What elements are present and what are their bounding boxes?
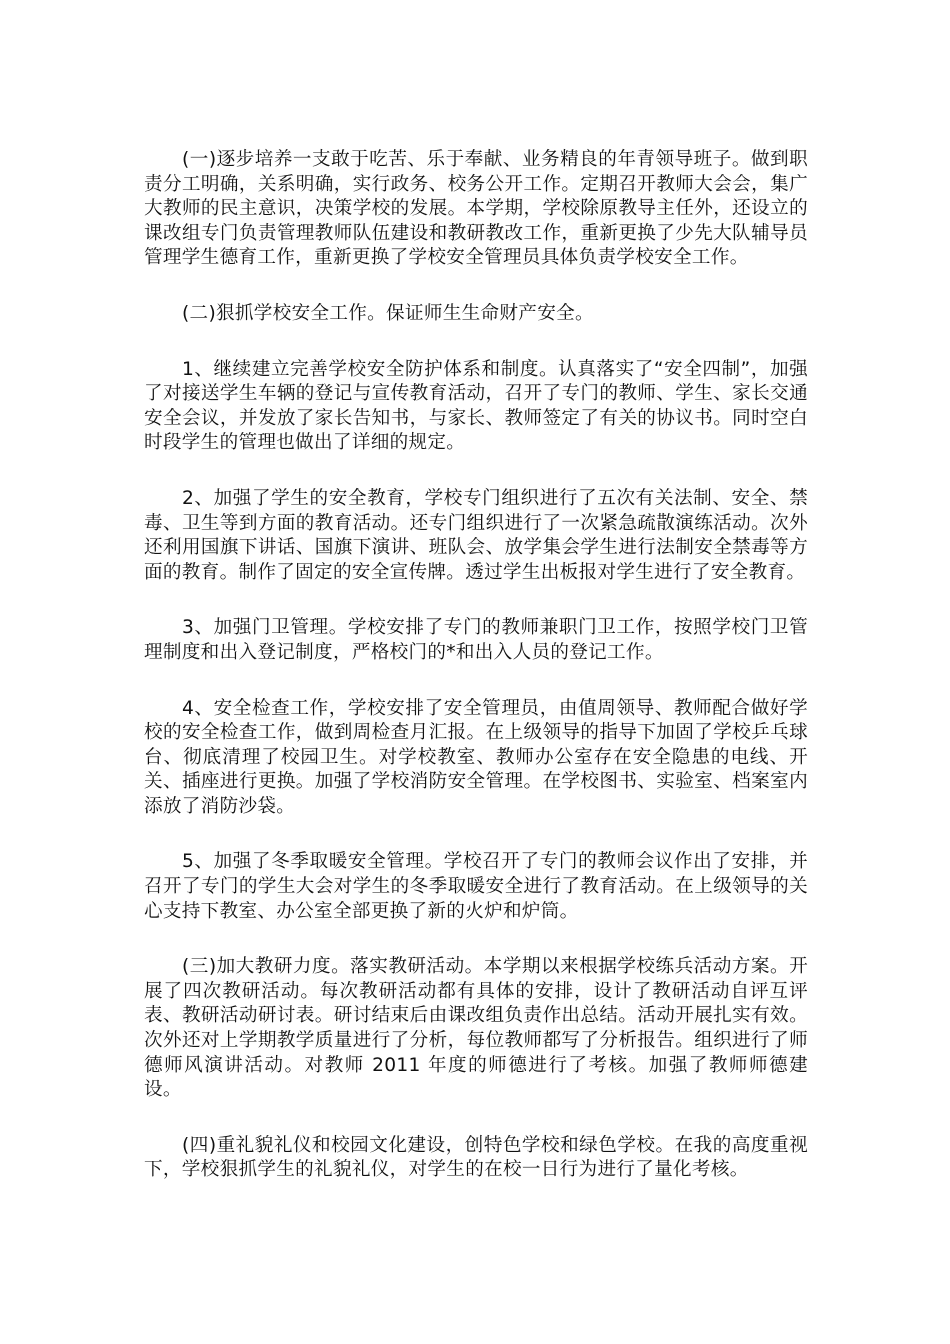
paragraph-safety-education: 2、加强了学生的安全教育，学校专门组织进行了五次有关法制、安全、禁毒、卫生等到方面的教育活动。还专门组织进行了一次紧急疏散演练活动。次外还利用国旗下讲话、国旗下演讲、班队会、放学集会学生进行法制安全禁毒等方面的教育。制作了固定的安全宣传牌。透过学生出板报对学生进行了安全教育。: [144, 487, 808, 583]
paragraph-safety-heading: (二)狠抓学校安全工作。保证师生生命财产安全。: [182, 302, 594, 324]
paragraph-winter-heating: 5、加强了冬季取暖安全管理。学校召开了专门的教师会议作出了安排，并召开了专门的学生大会对学生的冬季取暖安全进行了教育活动。在上级领导的关心支持下教室、办公室全部更换了新的火炉和炉筒。: [144, 851, 808, 922]
paragraph-safety-system: 1、继续建立完善学校安全防护体系和制度。认真落实了“安全四制”，加强了对接送学生车辆的登记与宣传教育活动，召开了专门的教师、学生、家长交通安全会议，并发放了家长告知书，与家长、教师签定了有关的协议书。同时空白时段学生的管理也做出了详细的规定。: [144, 358, 808, 454]
document-page: [144, 148, 808, 1214]
paragraph-safety-inspection: 4、安全检查工作，学校安排了安全管理员，由值周领导、教师配合做好学校的安全检查工作，做到周检查月汇报。在上级领导的指导下加固了学校乒乓球台、彻底清理了校园卫生。对学校教室、教师办公室存在安全隐患的电线、开关、插座进行更换。加强了学校消防安全管理。在学校图书、实验室、档案室内添放了消防沙袋。: [144, 697, 808, 817]
paragraph-etiquette-culture: (四)重礼貌礼仪和校园文化建设，创特色学校和绿色学校。在我的高度重视下，学校狠抓学生的礼貌礼仪，对学生的在校一日行为进行了量化考核。: [144, 1134, 808, 1181]
paragraph-gate-management: 3、加强门卫管理。学校安排了专门的教师兼职门卫工作，按照学校门卫管理制度和出入登记制度，严格校门的*和出入人员的登记工作。: [144, 617, 808, 663]
paragraph-leadership: (一)逐步培养一支敢于吃苦、乐于奉献、业务精良的年青领导班子。做到职责分工明确，关系明确，实行政务、校务公开工作。定期召开教师大会会，集广大教师的民主意识，决策学校的发展。本学期，学校除原教导主任外，还设立的课改组专门负责管理教师队伍建设和教研教改工作，重新更换了少先大队辅导员管理学生德育工作，重新更换了学校安全管理员具体负责学校安全工作。: [144, 149, 808, 269]
paragraph-teaching-research: (三)加大教研力度。落实教研活动。本学期以来根据学校练兵活动方案。开展了四次教研活动。每次教研活动都有具体的安排，设计了教研活动自评互评表、教研活动研讨表。研讨结束后由课改组负责作出总结。活动开展扎实有效。次外还对上学期教学质量进行了分析，每位教师都写了分析报告。组织进行了师德师风演讲活动。对教师 2011 年度的师德进行了考核。加强了教师师德建设。: [144, 956, 808, 1101]
